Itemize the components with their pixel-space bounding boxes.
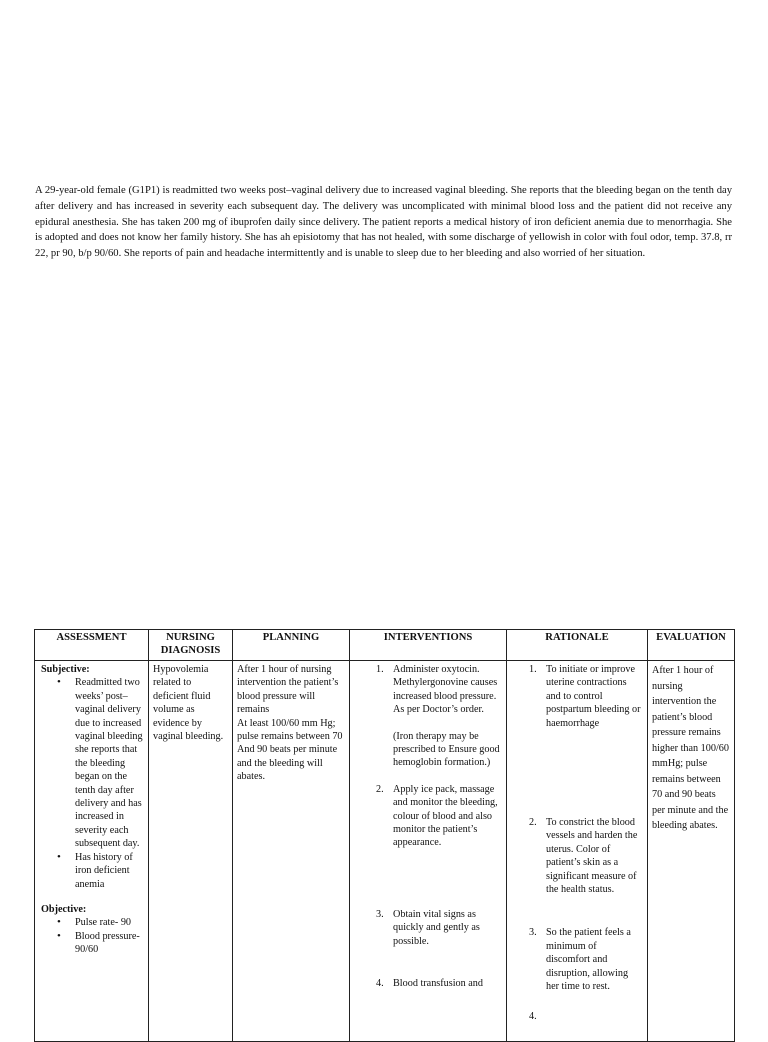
header-interventions: INTERVENTIONS (350, 630, 507, 661)
table-row (35, 661, 735, 1042)
planning-blood-pressure-text: At least 100/60 mm Hg; pulse remains between 70 (237, 717, 343, 743)
rationale-cell (507, 661, 648, 1042)
list-item (376, 977, 502, 990)
item-number: 4. (529, 1010, 537, 1022)
planning-pulse-text: And 90 beats per minute and the bleeding will abates. (237, 744, 338, 783)
assessment-cell (35, 661, 149, 1042)
list-item (376, 908, 502, 948)
header-planning: PLANNING (233, 630, 350, 661)
list-item: • Pulse rate- 90 (75, 916, 144, 929)
rationale-text: To initiate or improve uterine contractions and to control postpartum bleeding or haemorrhage (546, 664, 641, 729)
subjective-label: Subjective: (41, 664, 90, 675)
objective-label: Objective: (41, 903, 87, 915)
evaluation-cell (648, 661, 735, 1042)
list-item (376, 663, 502, 770)
list-item (529, 926, 643, 993)
item-number: 3. (529, 927, 537, 939)
header-nursing-diagnosis: NURSING DIAGNOSIS (149, 630, 233, 661)
header-rationale: RATIONALE (507, 630, 648, 661)
rationale-text: So the patient feels a minimum of discomfort and disruption, allowing her time to rest. (546, 927, 631, 993)
item-number: 1. (529, 664, 537, 675)
interventions-cell (350, 661, 507, 1042)
diagnosis-cell (149, 661, 233, 1042)
list-item: • Readmitted two weeks’ post–vaginal delivery due to increased vaginal bleeding she reports that the bleeding began on the tenth day after delivery and has increased in severity each subsequent day. (75, 676, 144, 850)
list-item (376, 783, 502, 850)
list-item: • Has history of iron deficient anemia (75, 851, 144, 891)
list-item: • Blood pressure- 90/60 (75, 930, 144, 957)
item-number: 2. (529, 817, 537, 829)
interventions-list (366, 663, 502, 991)
intervention-note: (Iron therapy may be prescribed to Ensure good hemoglobin formation.) (393, 730, 500, 769)
item-number: 2. (376, 783, 384, 795)
item-number: 3. (376, 908, 384, 920)
intervention-text: Blood transfusion and (393, 978, 483, 990)
case-description: A 29-year-old female (G1P1) is readmitted two weeks post–vaginal delivery due to increased vaginal bleeding. She reports that the bleeding began on the tenth day after delivery and has increased in severity each subsequent day. The delivery was uncomplicated with minimal blood loss and the patient did not receive any epidural anesthesia. She has taken 200 mg of ibuprofen daily since delivery. The patient reports a medical history of iron deficient anemia due to menorrhagia. She is adopted and does not know her family history. She has ah episiotomy that has not healed, with some discharge of yellowish in color with foul odor, temp. 37.8, rr 22, pr 90, b/p 90/60. She reports of pain and headache intermittently and is unable to sleep due to her bleeding and also worried of her situation. (35, 185, 732, 260)
item-number: 4. (376, 978, 384, 990)
item-number: 1. (376, 664, 384, 675)
header-evaluation: EVALUATION (648, 630, 735, 661)
nursing-care-plan-table (34, 629, 735, 1042)
evaluation-text: After 1 hour of nursing intervention the patient’s blood pressure remains higher than 100/60 mmHg; pulse remains between 70 and 90 beats per minute and the bleeding abates. (652, 665, 729, 831)
rationale-list (519, 663, 643, 1022)
planning-cell (233, 661, 350, 1042)
header-assessment: ASSESSMENT (35, 630, 149, 661)
table-header-row (35, 630, 735, 661)
list-item (529, 663, 643, 730)
planning-goal-text: After 1 hour of nursing intervention the patient’s blood pressure will remains (237, 664, 339, 716)
diagnosis-text: Hypovolemia related to deficient fluid volume as evidence by vaginal bleeding. (153, 664, 224, 743)
subjective-list (41, 676, 144, 891)
intervention-text: Apply ice pack, massage and monitor the bleeding, colour of blood and also monitor the patient’s appearance. (393, 783, 498, 849)
rationale-text: To constrict the blood vessels and harden the uterus. Color of patient’s skin as a significant measure of the health status. (546, 817, 638, 896)
intervention-text: Obtain vital signs as quickly and gently as possible. (393, 908, 480, 947)
objective-list (41, 916, 144, 956)
intervention-text: Administer oxytocin. Methylergonovine causes increased blood pressure. As per Doctor’s order. (393, 664, 498, 716)
list-item (529, 816, 643, 896)
